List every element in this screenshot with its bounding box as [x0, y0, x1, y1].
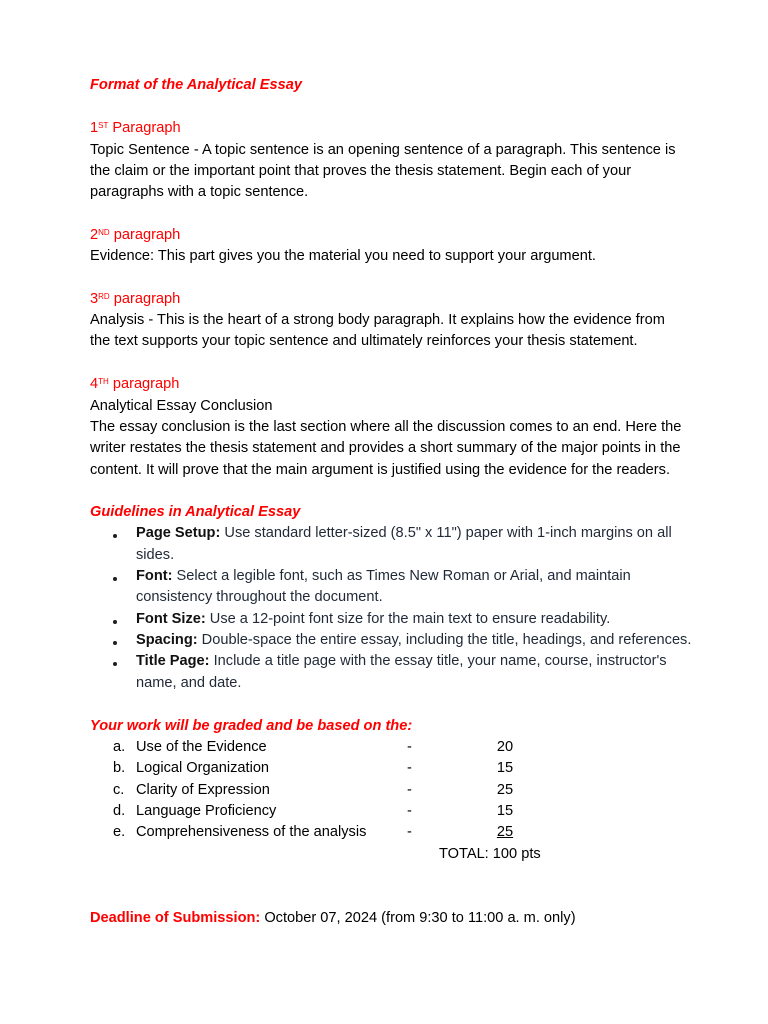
- grading-total: TOTAL: 100 pts: [439, 846, 541, 862]
- document-title: Format of the Analytical Essay: [90, 77, 302, 93]
- guideline-item: Title Page: Include a title page with the essay title, your name, course, instructor's: [136, 653, 667, 669]
- grading-criterion: Language Proficiency: [136, 803, 277, 819]
- paragraph-3-line: the text supports your topic sentence and ultimately reinforces your thesis statement.: [90, 333, 638, 349]
- guideline-item: Page Setup: Use standard letter-sized (8.5" x 11") paper with 1-inch margins on all: [136, 525, 672, 541]
- grading-heading: Your work will be graded and be based on the:: [90, 718, 413, 734]
- bullet-icon: [113, 620, 117, 624]
- guidelines-heading: Guidelines in Analytical Essay: [90, 504, 301, 520]
- grading-dash: -: [407, 760, 412, 776]
- grading-points: 20: [496, 739, 514, 755]
- paragraph-3-heading: 3RD paragraph: [90, 291, 181, 307]
- paragraph-3-line: Analysis - This is the heart of a strong body paragraph. It explains how the evidence from: [90, 312, 665, 328]
- paragraph-1-line: Topic Sentence - A topic sentence is an opening sentence of a paragraph. This sentence is: [90, 142, 676, 158]
- deadline-value: October 07, 2024 (from 9:30 to 11:00 a. m. only): [260, 910, 576, 926]
- bullet-icon: [113, 534, 117, 538]
- grading-dash: -: [407, 782, 412, 798]
- paragraph-1-line: the claim or the important point that proves the thesis statement. Begin each of your: [90, 163, 632, 179]
- paragraph-4-subheading: Analytical Essay Conclusion: [90, 398, 273, 414]
- grading-criterion: Comprehensiveness of the analysis: [136, 824, 367, 840]
- bullet-icon: [113, 577, 117, 581]
- grading-points: 25: [496, 782, 514, 798]
- paragraph-2-heading: 2ND paragraph: [90, 227, 181, 243]
- bullet-icon: [113, 641, 117, 645]
- guideline-item: Font: Select a legible font, such as Times New Roman or Arial, and maintain: [136, 568, 631, 584]
- grading-dash: -: [407, 824, 412, 840]
- grading-letter: e.: [113, 824, 126, 840]
- bullet-icon: [113, 662, 117, 666]
- paragraph-1-heading: 1ST Paragraph: [90, 120, 181, 136]
- guideline-item-continued: name, and date.: [136, 675, 242, 691]
- deadline: [90, 908, 576, 929]
- paragraph-4-line: content. It will prove that the main argument is justified using the evidence for the readers.: [90, 462, 671, 478]
- grading-points: 15: [496, 803, 514, 819]
- grading-points: 25: [496, 824, 514, 840]
- paragraph-1-line: paragraphs with a topic sentence.: [90, 184, 309, 200]
- guideline-item: Spacing: Double-space the entire essay, including the title, headings, and references.: [136, 632, 692, 648]
- paragraph-4-heading: 4TH paragraph: [90, 376, 180, 392]
- grading-letter: c.: [113, 782, 125, 798]
- guideline-item: Font Size: Use a 12-point font size for the main text to ensure readability.: [136, 611, 611, 627]
- grading-dash: -: [407, 803, 412, 819]
- grading-criterion: Use of the Evidence: [136, 739, 267, 755]
- grading-letter: a.: [113, 739, 126, 755]
- grading-dash: -: [407, 739, 412, 755]
- grading-letter: d.: [113, 803, 126, 819]
- grading-criterion: Logical Organization: [136, 760, 270, 776]
- paragraph-4-line: writer restates the thesis statement and provides a short summary of the major points in the: [90, 440, 681, 456]
- paragraph-2-line: Evidence: This part gives you the material you need to support your argument.: [90, 248, 596, 264]
- grading-criterion: Clarity of Expression: [136, 782, 270, 798]
- guideline-item-continued: consistency throughout the document.: [136, 589, 383, 605]
- guideline-item-continued: sides.: [136, 547, 175, 563]
- grading-letter: b.: [113, 760, 126, 776]
- paragraph-4-line: The essay conclusion is the last section where all the discussion comes to an end. Here the: [90, 419, 682, 435]
- grading-points: 15: [496, 760, 514, 776]
- deadline-label: Deadline of Submission:: [90, 910, 261, 926]
